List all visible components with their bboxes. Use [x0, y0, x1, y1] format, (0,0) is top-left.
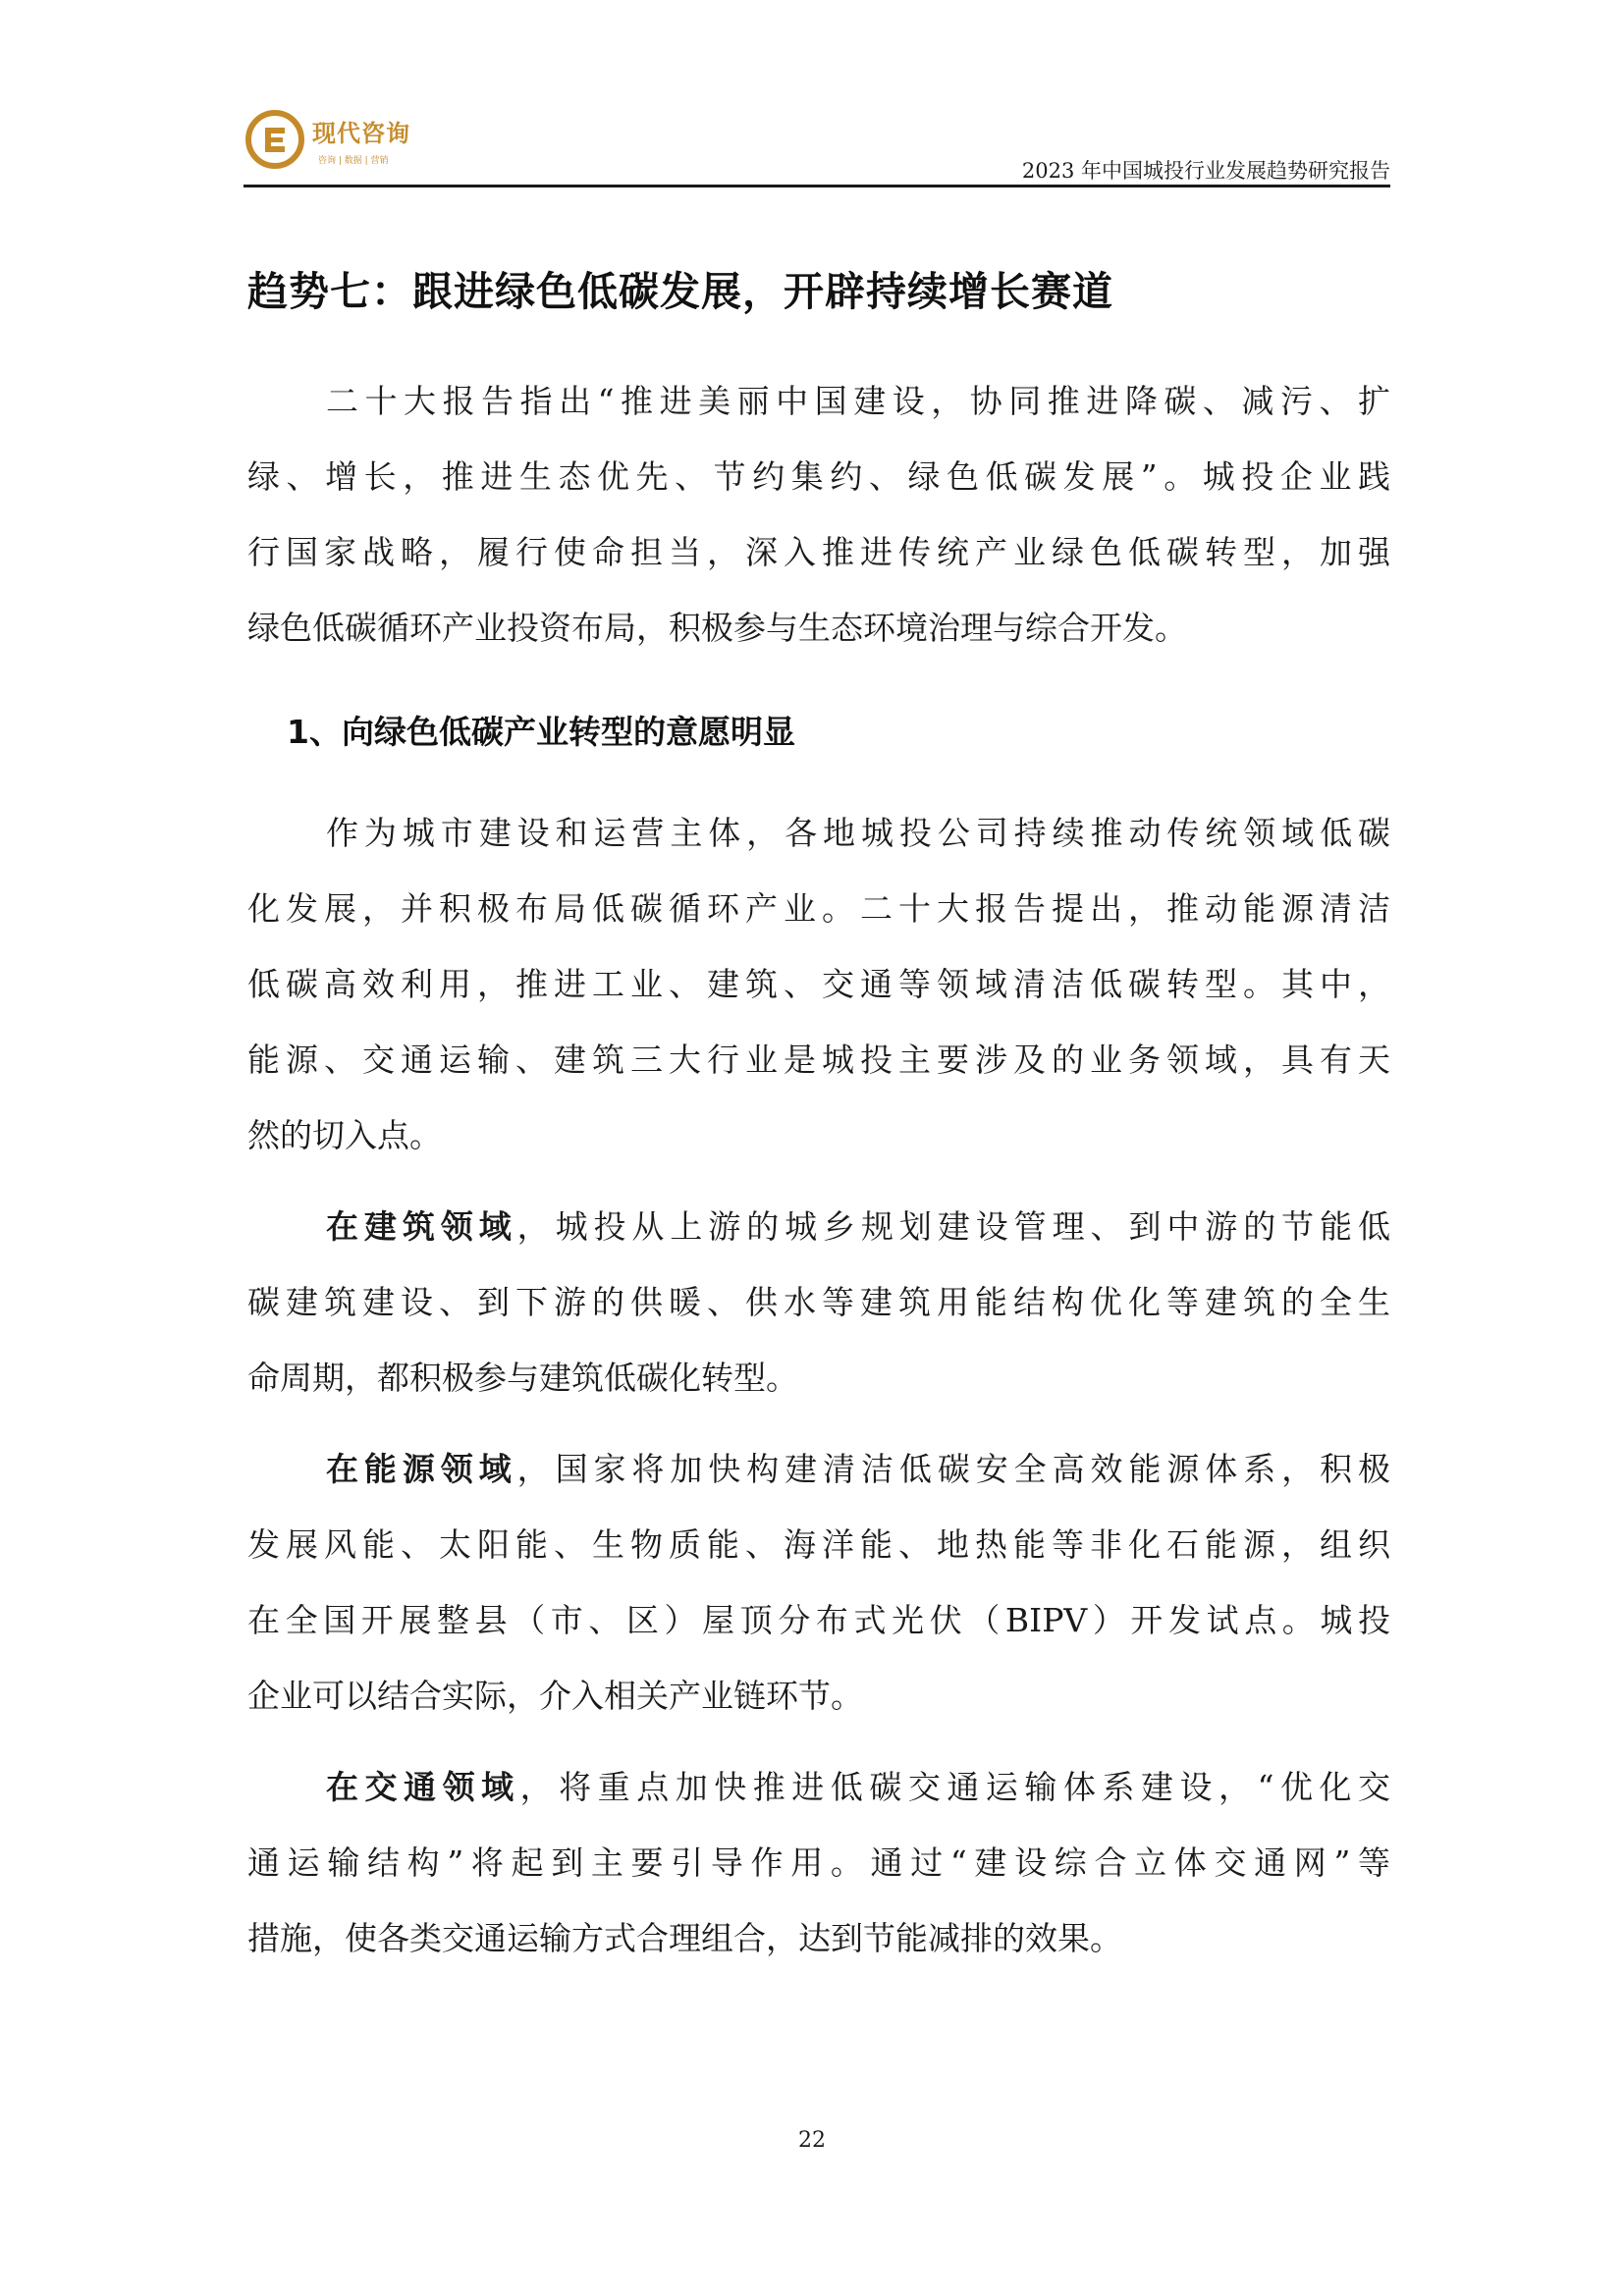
company-logo: [244, 106, 420, 175]
paragraph-line: 企业可以结合实际，介入相关产业链环节。: [247, 1677, 863, 1715]
paragraph-line: 通运输结构”将起到主要引导作用。通过“建设综合立体交通网”等: [247, 1843, 1390, 1882]
paragraph-line: [247, 1749, 1390, 1825]
page-number: 22: [798, 2128, 826, 2153]
energy-paragraph: [247, 1431, 1390, 1734]
subsection-heading: 1、向绿色低碳产业转型的意愿明显: [287, 713, 795, 751]
paragraph-line: 命周期，都积极参与建筑低碳化转型。: [247, 1359, 798, 1397]
paragraph-line: 发展风能、太阳能、生物质能、海洋能、地热能等非化石能源，组织: [247, 1525, 1390, 1564]
paragraph-line: 化发展，并积极布局低碳循环产业。二十大报告提出，推动能源清洁: [247, 889, 1390, 928]
transport-lead: 在交通领域: [326, 1768, 520, 1806]
logo-text: 现代咨询: [312, 120, 410, 147]
paragraph-line: 然的切入点。: [247, 1116, 442, 1154]
building-first-line: ，城投从上游的城乡规划建设管理、到中游的节能低: [516, 1207, 1390, 1246]
paragraph-line: 绿色低碳循环产业投资布局，积极参与生态环境治理与综合开发。: [247, 609, 1187, 647]
report-title: 2023 年中国城投行业发展趋势研究报告: [1021, 159, 1390, 183]
building-paragraph: [247, 1189, 1390, 1415]
energy-lead: 在能源领域: [326, 1450, 517, 1488]
section-title: 趋势七：跟进绿色低碳发展，开辟持续增长赛道: [247, 268, 1113, 315]
transport-first-line: ，将重点加快推进低碳交通运输体系建设，“优化交: [519, 1768, 1390, 1806]
paragraph-line: 行国家战略，履行使命担当，深入推进传统产业绿色低碳转型，加强: [247, 533, 1390, 571]
energy-first-line: ，国家将加快构建清洁低碳安全高效能源体系，积极: [516, 1450, 1390, 1488]
page-header: [244, 106, 1390, 188]
paragraph-line: 绿、增长，推进生态优先、节约集约、绿色低碳发展”。城投企业践: [247, 457, 1390, 496]
paragraph-line: 措施，使各类交通运输方式合理组合，达到节能减排的效果。: [247, 1919, 1122, 1957]
paragraph-line: 碳建筑建设、到下游的供暖、供水等建筑用能结构优化等建筑的全生: [247, 1283, 1390, 1321]
intro-paragraph: [247, 363, 1390, 666]
paragraph-line: 二十大报告指出“推进美丽中国建设，协同推进降碳、减污、扩: [326, 382, 1390, 420]
paragraph-line: 低碳高效利用，推进工业、建筑、交通等领域清洁低碳转型。其中，: [247, 965, 1390, 1003]
paragraph-line: [247, 1189, 1390, 1264]
paragraph-line: 作为城市建设和运营主体，各地城投公司持续推动传统领域低碳: [326, 814, 1390, 852]
building-lead: 在建筑领域: [326, 1207, 517, 1246]
header-divider: [244, 185, 1390, 187]
transport-paragraph: [247, 1749, 1390, 1976]
logo-tagline: 咨询 | 数据 | 营销: [318, 156, 389, 166]
paragraph-line: 在全国开展整县（市、区）屋顶分布式光伏（BIPV）开发试点。城投: [247, 1601, 1390, 1639]
overview-paragraph: [247, 795, 1390, 1173]
paragraph-line: 能源、交通运输、建筑三大行业是城投主要涉及的业务领域，具有天: [247, 1041, 1390, 1079]
logo-mark-icon: [244, 108, 306, 171]
paragraph-line: [247, 1431, 1390, 1507]
